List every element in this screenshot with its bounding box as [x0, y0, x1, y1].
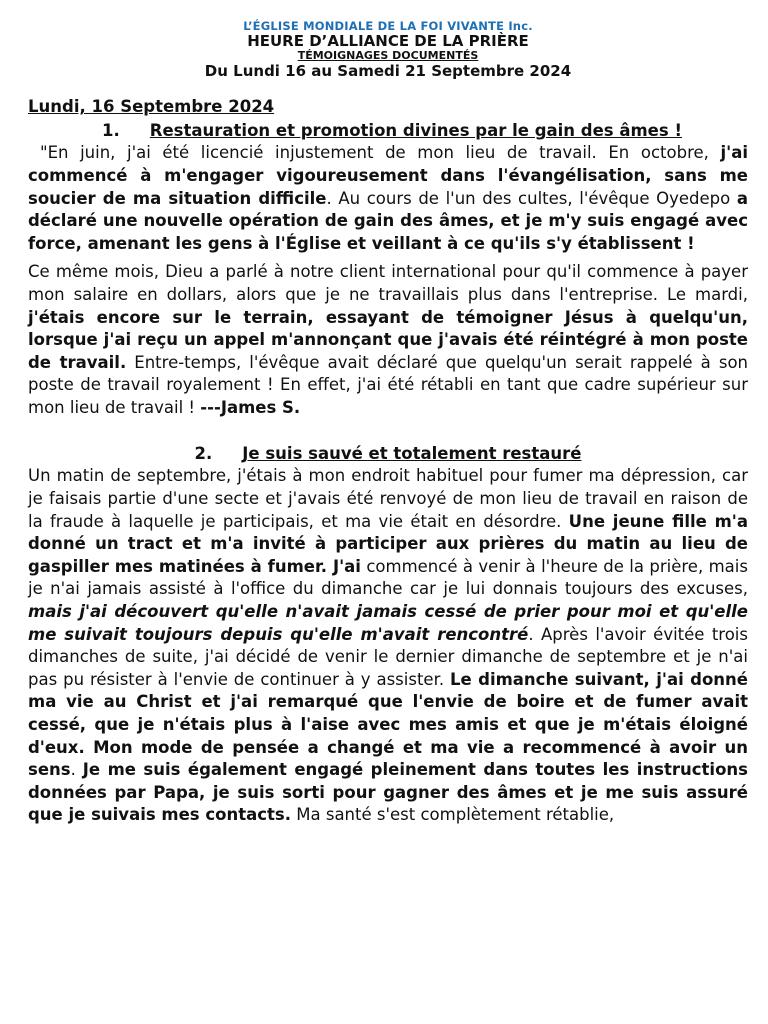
text-run: . Au cours de l'un des cultes, l'évêque Oyedepo [326, 188, 737, 208]
testimony-1-heading [28, 120, 748, 142]
text-run: Ma santé s'est complètement rétablie, [291, 805, 615, 825]
testimony-2-title: Je suis sauvé et totalement restauré [242, 444, 582, 464]
document-title: HEURE D’ALLIANCE DE LA PRIÈRE [247, 32, 529, 51]
bold-italic-run: mais j'ai découvert qu'elle n'avait jamais cessé de prier pour moi et qu'elle me suivait toujours depuis qu'elle m'avait rencontré [28, 602, 748, 644]
text-run: "En juin, j'ai été licencié injustement de mon lieu de travail. En octobre, [40, 143, 721, 163]
text-run: commencé à venir à l'heure de la prière, mais je n'ai jamais assisté à l'office du dimanche car je lui donnais toujours des excuses, [28, 556, 748, 599]
testimony-1-paragraph-1 [28, 142, 748, 255]
testimony-1-author: ---James S. [200, 397, 301, 417]
text-run: . Après l'avoir évitée trois dimanches de suite, j'ai décidé de venir le dernier dimanche de septembre et je n'ai pas pu résister à l'envie de continuer à y assister. [28, 624, 748, 689]
text-run: Un matin de septembre, j'étais à mon endroit habituel pour fumer ma dépression, car je faisais partie d'une secte et j'avais été renvoyé de mon lieu de travail en raison de la fraude à laquelle je participais, et ma vie était en désordre. [28, 466, 748, 531]
document-header [28, 20, 748, 80]
text-run: Entre-temps, l'évêque avait déclaré que quelqu'un serait rappelé à son poste de travail royalement ! En effet, j'ai été rétabli en tant que cadre supérieur sur mon lieu de travail ! [28, 352, 748, 417]
testimony-2-paragraph-1 [28, 465, 748, 827]
bold-run: Une jeune fille m'a donné un tract et m'a invité à participer aux prières du matin au lieu de gaspiller mes matinées à fumer. J'ai [28, 511, 748, 576]
document-subtitle: TÉMOIGNAGES DOCUMENTÉS [297, 49, 479, 63]
testimony-1-paragraph-2 [28, 261, 748, 419]
text-run: Ce même mois, Dieu a parlé à notre client international pour qu'il commence à payer mon salaire en dollars, alors que je ne travaillais plus dans l'entreprise. Le mardi, [28, 262, 748, 304]
date-range: Du Lundi 16 au Samedi 21 Septembre 2024 [204, 62, 572, 81]
bold-run: Je me suis également engagé pleinement dans toutes les instructions données par Papa, je suis sorti pour gagner des âmes et je me suis assuré que je suivais mes contacts. [28, 760, 748, 825]
bold-run: j'ai commencé à m'engager vigoureusement dans l'évangélisation, sans me soucier de ma situation difficile [28, 143, 748, 208]
bold-run: Le dimanche suivant, j'ai donné ma vie au Christ et j'ai remarqué que l'envie de boire et de fumer avait cessé, que je n'étais plus à l'aise avec mes amis et que je m'étais éloigné d'eux. Mon mode de pensée a changé et ma vie a recommencé à avoir un sens [28, 669, 748, 780]
bold-run: a déclaré une nouvelle opération de gain des âmes, et je m'y suis engagé avec force, amenant les gens à l'Église et veillant à ce qu'ils s'y établissent ! [28, 188, 748, 253]
day-heading: Lundi, 16 Septembre 2024 [28, 97, 275, 117]
text-run: . [70, 760, 83, 780]
bold-run: j'étais encore sur le terrain, essayant de témoigner Jésus à quelqu'un, lorsque j'ai reçu un appel m'annonçant que j'avais été réintégré à mon poste de travail. [28, 307, 748, 372]
testimony-1-number: 1. [102, 121, 120, 141]
organization-name: L’ÉGLISE MONDIALE DE LA FOI VIVANTE Inc. [243, 19, 533, 33]
testimony-1-title: Restauration et promotion divines par le gain des âmes ! [149, 121, 682, 141]
testimony-2-heading [28, 443, 748, 465]
testimony-2-number: 2. [194, 444, 213, 464]
